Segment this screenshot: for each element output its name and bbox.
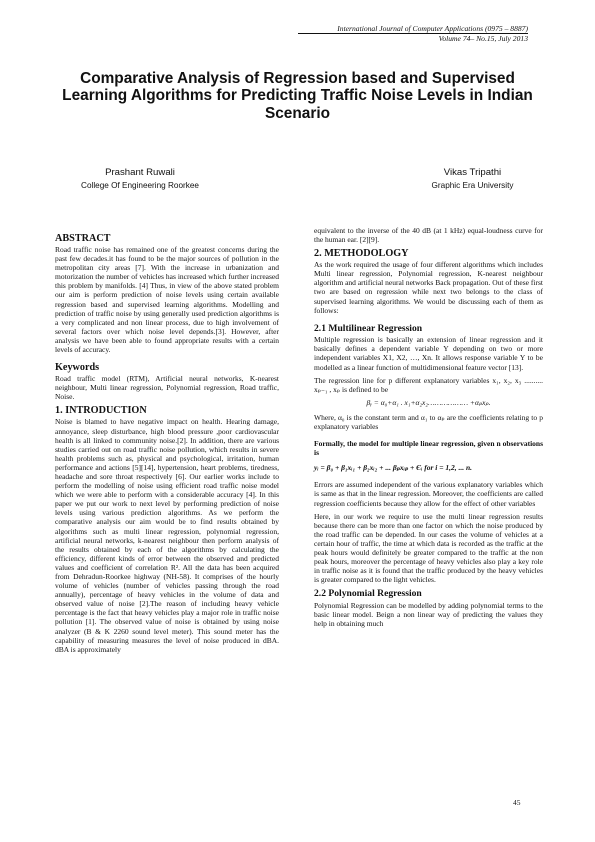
polynomial-text: Polynomial Regression can be modelled by adding polynomial terms to the basic linear model. Beign a non linear way of predicting the values they help in obtaining much bbox=[314, 600, 543, 629]
keywords-text: Road traffic model (RTM), Artificial neural networks, K-nearest neighbour, Multi linear regression, Polynomial regression, Road traffic, Noise. bbox=[55, 374, 279, 402]
introduction-text: Noise is blamed to have negative impact on health. Hearing damage, annoyance, sleep disturbance, high blood pressure ,poor cardiovascular health is all linked to community noise.[2]. In addition, there are various studies carried out on road traffic noise pollution, which results in severe health problems such as, physical and psychological, irritation, human performance and actions [5][14], hypertension, heart problems, tiredness, headache and sore throat respectively [6]. Our earlier works include to perform the modelling of noise using efficient road traffic noise model which we were able to perform with a considerable accuracy [4]. In this paper we put our work to next level by performing prediction of noise levels using various prediction algorithms. As we perform the comparative analysis our aim would be to find results obtained by algorithms such as multi linear regression, polynomial regression, artificial neural networks, k-nearest neighbour then perform analysis of the results obtained by each of the algorithms by calculating the efficiency, different kinds of error between the observed and predicted values and coefficient of correlation R². All the data has been acquired from Dehradun-Roorkee highway (NH-58). It comprises of the hourly volume of vehicles (number of vehicles passing through the road annually), percentage of heavy vehicles in the volume of data and observed value of noise [2].The reason of including heavy vehicle percentage is the fact that heavy vehicles play a major role in traffic noise pollution [1]. The observed value of noise is obtained by using noise analyzer (B & K 2260 sound level meter). This sound meter has the capability of measuring measures the level of noise produced in dBA. dBA is approximately bbox=[55, 417, 279, 654]
author-1 bbox=[45, 167, 235, 192]
right-column bbox=[314, 226, 543, 632]
introduction-heading: 1. INTRODUCTION bbox=[55, 405, 147, 417]
author-name: Vikas Tripathi bbox=[443, 167, 502, 178]
author-affiliation: College Of Engineering Roorkee bbox=[81, 180, 199, 190]
multilinear-text-4: Formally, the model for multiple linear regression, given n observations is bbox=[314, 439, 543, 458]
multilinear-text-6: Here, in our work we require to use the multi linear regression results because there can be more than one factor on which the noise produced by the road traffic can be depended. In our cases the volume of vehicles at a certain hour of traffic, the time at which data is recorded as the traffic at the peak hours would definitely be greater compared to the traffic at the non peak hours, moreover the percentage of heavy vehicles also play a key role in traffic noise as it is found that the traffic produced by the heavy vehicles is greater compared to the light vehicles. bbox=[314, 511, 543, 585]
journal-header bbox=[298, 24, 528, 43]
multilinear-text-5: Errors are assumed independent of the various explanatory variables which is same as that in the linear regression. Moreover, the coefficients are called regression coefficients because they allow for the effect of other variables bbox=[314, 480, 543, 508]
multilinear-text-3: Where, α₀ is the constant term and α₁ to αₚ are the coefficients relating to p explanatory variables bbox=[314, 412, 543, 431]
polynomial-heading: 2.2 Polynomial Regression bbox=[314, 588, 422, 600]
journal-name: International Journal of Computer Applications (0975 – 8887) bbox=[337, 24, 528, 33]
methodology-text: As the work required the usage of four different algorithms which includes Multi linear regression, Polynomial regression, K-nearest neighbour algorithm and artificial neural networks Back propagation. Out of these first two are based on regression while next two belongs to the class of supervised learning algorithms. We would be discussing each of them as follows: bbox=[314, 260, 543, 315]
regression-formula: βᵧ = α₀+α₁ . x₁+α₂x₂……………… +αₚxₚ. bbox=[366, 397, 491, 407]
left-column bbox=[55, 230, 279, 658]
author-name: Prashant Ruwali bbox=[105, 167, 175, 178]
abstract-heading: ABSTRACT bbox=[55, 233, 111, 244]
journal-volume: Volume 74– No.15, July 2013 bbox=[438, 34, 528, 43]
multilinear-text-2: The regression line for p different explanatory variables x₁, x₂, x₃ .......... xₚ₋₁ , xₚ is defined to be bbox=[314, 375, 543, 394]
abstract-text: Road traffic noise has remained one of the greatest concerns during the past few decades.it has found to be the major sources of pollution in the metropolitan city areas [7]. With the increase in urbanization and motorization the number of vehicles has increased which further increased this problem by manifolds. [4] Thus, in view of the above stated problem our aim is perform prediction of noise levels using certain available regression based and supervised learning algorithms. Modelling and prediction of traffic noise by using generally used prediction algorithms is a very complicated and non linear process, due to high involvement of several factors over which noise level depends.[3]. However, after analysis we have been able to found appropriate results with a certain levels of accuracy. bbox=[55, 245, 279, 355]
introduction-continued: equivalent to the inverse of the 40 dB (at 1 kHz) equal-loudness curve for the human ear. [2][9]. bbox=[314, 226, 543, 245]
multilinear-text-1: Multiple regression is basically an extension of linear regression and it basically defines a dependent variable Y depending on two or more independent variables X1, X2, …, Xn. It allows response variable Y to be modelled as a linear function of multidimensional feature vector [13]. bbox=[314, 335, 543, 372]
page-number: 45 bbox=[513, 798, 521, 807]
paper-title: Comparative Analysis of Regression based and Supervised Learning Algorithms for Predicting Traffic Noise Levels in Indian Scenario bbox=[62, 70, 533, 122]
methodology-heading: 2. METHODOLOGY bbox=[314, 248, 409, 260]
multilinear-model-equation: yᵢ = β₀ + β₁xᵢ₁ + β₂xᵢ₂ + ... βₚxᵢₚ + Єᵢ for i = 1,2, ... n. bbox=[314, 463, 473, 473]
keywords-heading: Keywords bbox=[55, 362, 100, 374]
author-2 bbox=[385, 167, 560, 192]
author-affiliation: Graphic Era University bbox=[431, 180, 514, 190]
multilinear-heading: 2.1 Multilinear Regression bbox=[314, 322, 423, 334]
